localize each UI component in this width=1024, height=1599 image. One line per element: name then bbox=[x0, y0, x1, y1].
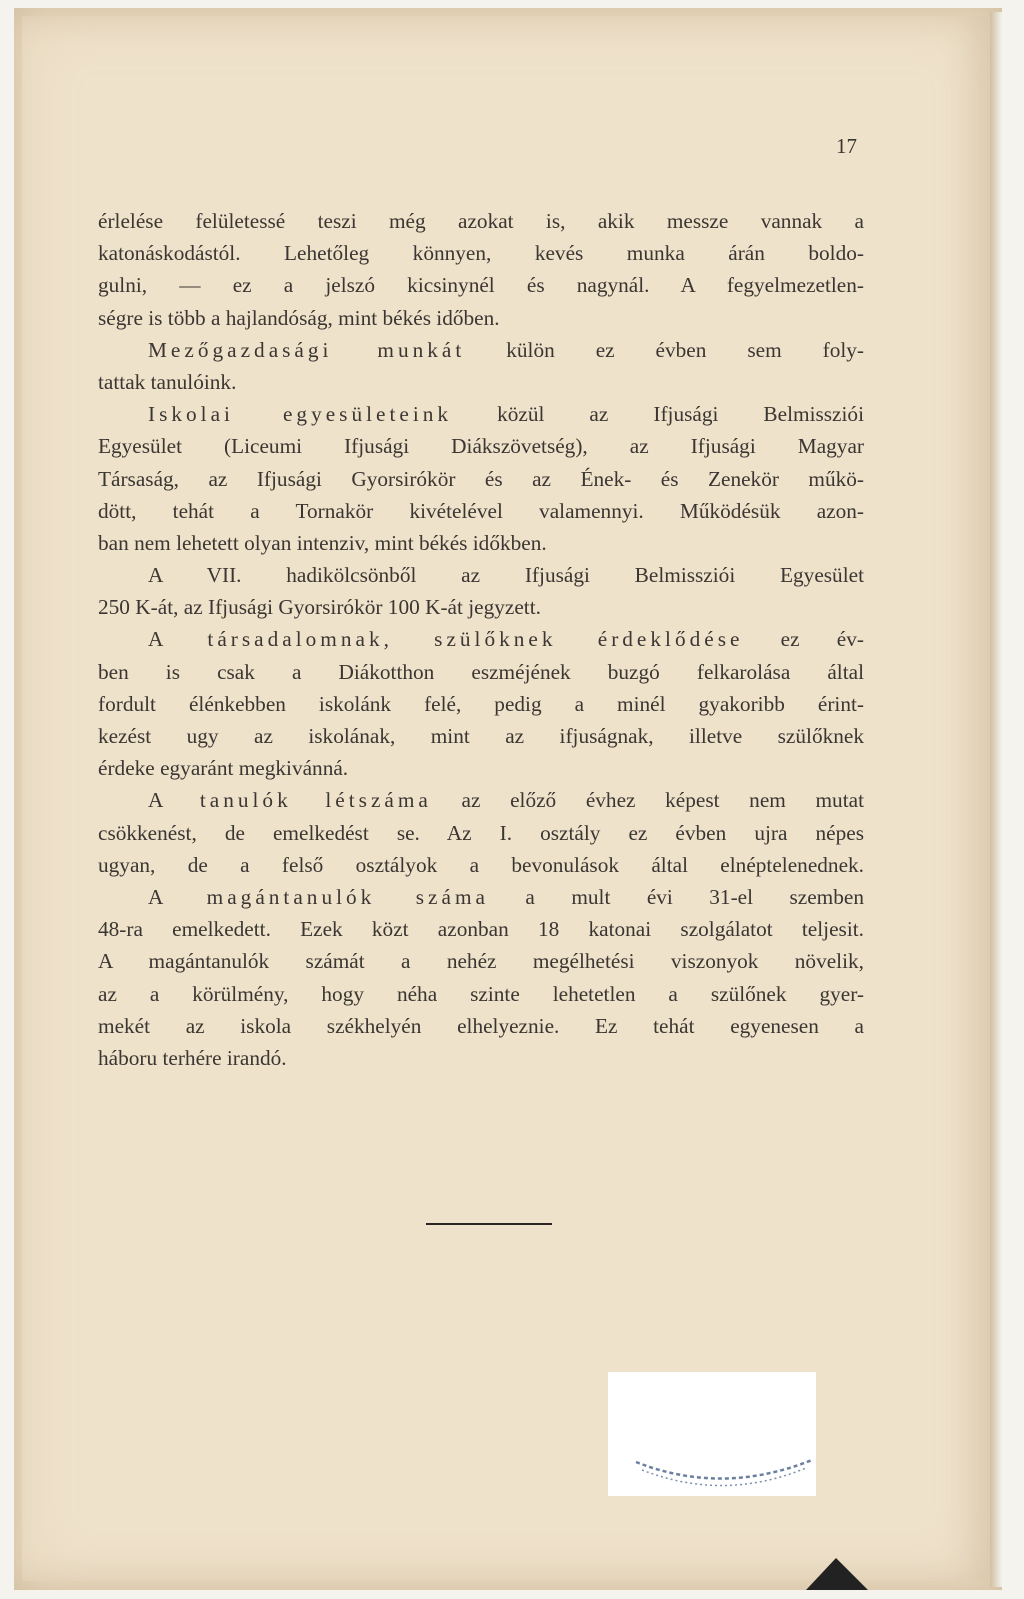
text-fragment: az előző évhez képest nem mutat bbox=[431, 788, 864, 813]
text-line: 48-ra emelkedett. Ezek közt azonban 18 katonai szolgálatot teljesit. bbox=[98, 917, 864, 942]
text-line: katonáskodástól. Lehetőleg könnyen, kevés munka árán boldo- bbox=[98, 241, 864, 266]
text-line: 250 K-át, az Ifjusági Gyorsirókör 100 K-át jegyzett. bbox=[98, 595, 541, 620]
paragraph-start bbox=[98, 784, 864, 816]
text-line: csökkenést, de emelkedést se. Az I. osztály ez évben ujra népes bbox=[98, 820, 864, 845]
text-line: Társaság, az Ifjusági Gyorsirókör és az Ének- és Zenekör műkö- bbox=[98, 466, 864, 491]
text-line: Egyesület (Liceumi Ifjusági Diákszövetség), az Ifjusági Magyar bbox=[98, 434, 864, 459]
text-line: érlelése felületessé teszi még azokat is, akik messze vannak a bbox=[98, 209, 864, 233]
text-fragment: közül az Ifjusági Belmissziói bbox=[452, 402, 864, 427]
text-line: érdeke egyaránt megkivánná. bbox=[98, 756, 349, 781]
text-line: ugyan, de a felső osztályok a bevonulások által elnéptelenednek. bbox=[98, 852, 864, 877]
text-line: A magántanulók számát a nehéz megélhetési viszonyok növelik, bbox=[98, 949, 864, 974]
text-line: gulni, — ez a jelszó kicsinynél és nagynál. A fegyelmezetlen- bbox=[98, 273, 864, 298]
text-line: az a körülmény, hogy néha szinte lehetetlen a szülőnek gyer- bbox=[98, 981, 864, 1006]
library-stamp-icon bbox=[632, 1456, 818, 1504]
spaced-heading: Mezőgazdasági munkát bbox=[148, 337, 466, 362]
spaced-heading: Iskolai egyesületeink bbox=[148, 402, 453, 427]
spaced-heading: A társadalomnak, szülőknek érdeklődése bbox=[148, 627, 744, 652]
scan-corner-mark-icon bbox=[802, 1552, 872, 1592]
paragraph-start bbox=[98, 334, 864, 366]
text-line: dött, tehát a Tornakör kivételével valamennyi. Működésük azon- bbox=[98, 498, 864, 523]
text-line: tattak tanulóink. bbox=[98, 369, 237, 394]
text-line: háboru terhére irandó. bbox=[98, 1045, 287, 1070]
section-divider bbox=[426, 1223, 552, 1225]
text-line: ben is csak a Diákotthon eszméjének buzgó felkarolása által bbox=[98, 659, 864, 684]
text-fragment: külön ez évben sem foly- bbox=[465, 337, 864, 362]
spaced-heading: A magántanulók száma bbox=[148, 884, 489, 909]
text-line: fordult élénkebben iskolánk felé, pedig a minél gyakoribb érint- bbox=[98, 691, 864, 716]
page-number: 17 bbox=[836, 134, 857, 158]
body-text bbox=[98, 205, 864, 1074]
page-edge bbox=[990, 12, 1002, 1587]
spaced-heading: A tanulók létszáma bbox=[148, 788, 432, 813]
text-fragment: ez év- bbox=[743, 627, 864, 652]
text-line: kezést ugy az iskolának, mint az ifjuságnak, illetve szülőknek bbox=[98, 724, 864, 748]
paragraph-start bbox=[98, 398, 864, 430]
text-line: mekét az iskola székhelyén elhelyeznie. Ez tehát egyenesen a bbox=[98, 1013, 864, 1038]
text-line: ban nem lehetett olyan intenziv, mint békés időkben. bbox=[98, 530, 547, 555]
paragraph-start: A VII. hadikölcsönből az Ifjusági Belmissziói Egyesület bbox=[148, 563, 864, 588]
text-fragment: a mult évi 31-el szemben bbox=[488, 884, 864, 909]
paragraph-start bbox=[98, 881, 864, 913]
text-line: ségre is több a hajlandóság, mint békés időben. bbox=[98, 305, 500, 330]
paragraph-start bbox=[98, 623, 864, 655]
